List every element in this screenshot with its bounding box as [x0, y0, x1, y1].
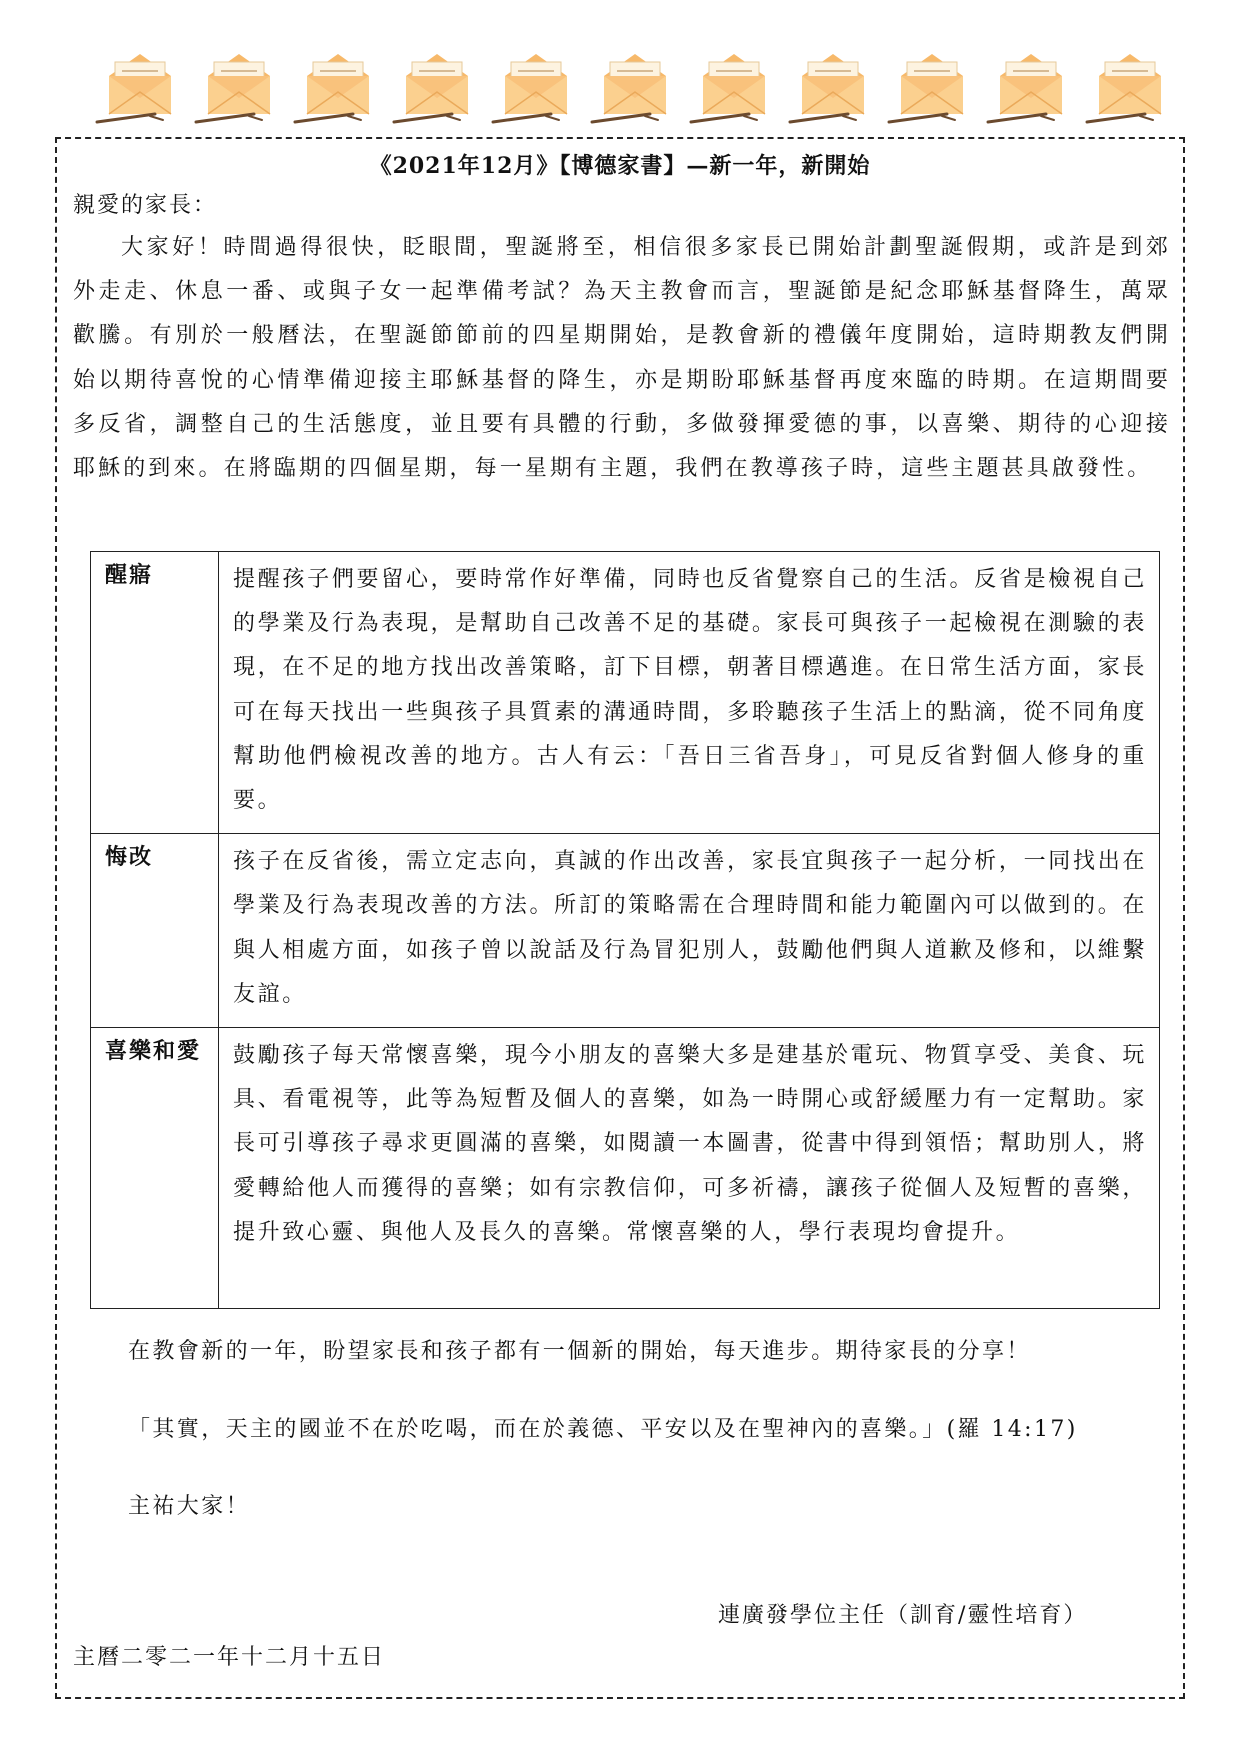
blessing: 主祐大家！: [128, 1494, 251, 1519]
scripture-quote: 「其實，天主的國並不在於吃喝，而在於義德、平安以及在聖神內的喜樂。」(羅 14:17): [128, 1417, 1078, 1442]
envelope-with-pen-icon: [1085, 52, 1175, 128]
theme-description: 提醒孩子們要留心，要時常作好準備，同時也反省覺察自己的生活。反省是檢視自己的學業及行為表現，是幫助自己改善不足的基礎。家長可與孩子一起檢視在測驗的表現，在不足的地方找出改善策略，訂下目標，朝著目標邁進。在日常生活方面，家長可在每天找出一些與孩子具質素的溝通時間，多聆聽孩子生活上的點滴，從不同角度幫助他們檢視改善的地方。古人有云：「吾日三省吾身」，可見反省對個人修身的重要。: [219, 552, 1160, 834]
envelope-banner: [95, 52, 1175, 132]
envelope-with-pen-icon: [392, 52, 482, 128]
envelope-with-pen-icon: [293, 52, 383, 128]
envelope-with-pen-icon: [986, 52, 1076, 128]
letter-date: 主曆二零二一年十二月十五日: [73, 1645, 386, 1670]
envelope-with-pen-icon: [590, 52, 680, 128]
theme-description: 孩子在反省後，需立定志向，真誠的作出改善，家長宜與孩子一起分析，一同找出在學業及行為表現改善的方法。所訂的策略需在合理時間和能力範圍內可以做到的。在與人相處方面，如孩子曾以說話及行為冒犯別人，鼓勵他們與人道歉及修和，以維繫友誼。: [219, 834, 1160, 1028]
theme-name: 醒寤: [91, 552, 219, 834]
table-row: [91, 552, 1160, 834]
signature: 連廣發學位主任（訓育/靈性培育）: [718, 1603, 1088, 1628]
intro-paragraph: 大家好！時間過得很快，眨眼間，聖誕將至，相信很多家長已開始計劃聖誕假期，或許是到郊外走走、休息一番、或與子女一起準備考試？為天主教會而言，聖誕節是紀念耶穌基督降生，萬眾歡騰。有別於一般曆法，在聖誕節節前的四星期開始，是教會新的禮儀年度開始，這時期教友們開始以期待喜悅的心情準備迎接主耶穌基督的降生，亦是期盼耶穌基督再度來臨的時期。在這期間要多反省，調整自己的生活態度，並且要有具體的行動，多做發揮愛德的事，以喜樂、期待的心迎接耶穌的到來。在將臨期的四個星期，每一星期有主題，我們在教導孩子時，這些主題甚具啟發性。: [73, 235, 1171, 482]
table-row: [91, 834, 1160, 1028]
theme-description: 鼓勵孩子每天常懷喜樂，現今小朋友的喜樂大多是建基於電玩、物質享受、美食、玩具、看電視等，此等為短暫及個人的喜樂，如為一時開心或舒緩壓力有一定幫助。家長可引導孩子尋求更圓滿的喜樂，如閱讀一本圖書，從書中得到領悟；幫助別人，將愛轉給他人而獲得的喜樂；如有宗教信仰，可多祈禱，讓孩子從個人及短暫的喜樂，提升致心靈、與他人及長久的喜樂。常懷喜樂的人，學行表現均會提升。: [219, 1028, 1160, 1309]
envelope-with-pen-icon: [788, 52, 878, 128]
letter-title: 《2021年12月》【博德家書】—新一年，新開始: [369, 153, 871, 179]
envelope-with-pen-icon: [887, 52, 977, 128]
theme-name: 喜樂和愛: [91, 1028, 219, 1309]
advent-themes-table: [90, 551, 1160, 1309]
table-row: [91, 1028, 1160, 1309]
theme-name: 悔改: [91, 834, 219, 1028]
envelope-with-pen-icon: [689, 52, 779, 128]
salutation: 親愛的家長：: [73, 193, 218, 218]
closing-wish: 在教會新的一年，盼望家長和孩子都有一個新的開始，每天進步。期待家長的分享！: [128, 1339, 1031, 1364]
envelope-with-pen-icon: [194, 52, 284, 128]
envelope-with-pen-icon: [491, 52, 581, 128]
envelope-with-pen-icon: [95, 52, 185, 128]
